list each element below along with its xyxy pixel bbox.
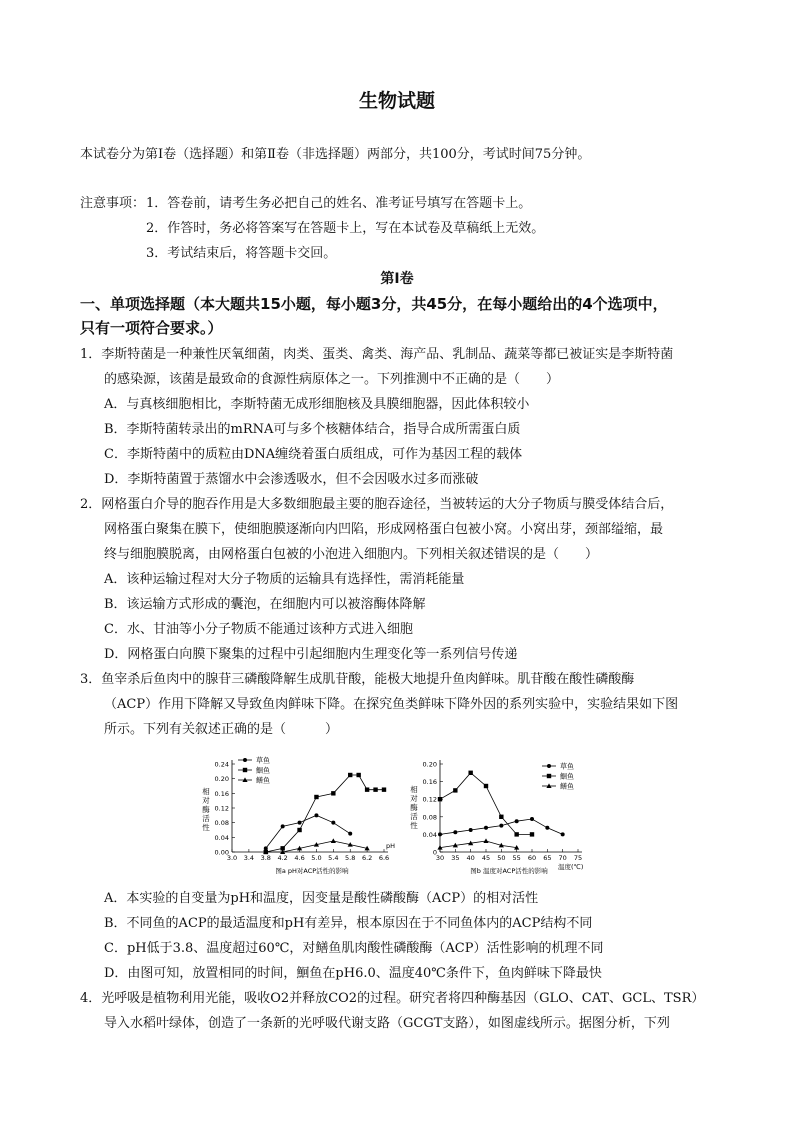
y-tick-label: 0.20 — [422, 760, 437, 769]
data-point — [382, 787, 386, 791]
x-tick-label: 40 — [466, 854, 475, 862]
x-tick-label: 55 — [512, 854, 521, 862]
legend-label: 鮰鱼 — [256, 766, 270, 775]
data-point — [499, 824, 503, 828]
y-tick-label: 0.12 — [214, 804, 229, 813]
y-tick-label: 0.08 — [214, 819, 229, 828]
data-point — [453, 830, 457, 834]
question-stem: 终与细胞膜脱离，由网格蛋白包被的小泡进入细胞内。下列相关叙述错误的是（ ） — [104, 547, 599, 562]
x-tick-label: 3.4 — [243, 854, 255, 862]
question-stem: 1．李斯特菌是一种兼性厌氧细菌，肉类、蛋类、禽类、海产品、乳制品、蔬菜等都已被证实是李斯特菌 — [80, 347, 674, 362]
option-d: D．网格蛋白向膜下聚集的过程中引起细胞内生理变化等一系列信号传递 — [104, 647, 518, 662]
x-tick-label: 65 — [543, 854, 552, 862]
legend-marker — [243, 768, 247, 772]
y-axis-label — [202, 786, 210, 832]
data-point — [514, 832, 518, 836]
option-d: D．李斯特菌置于蒸馏水中会渗透吸水，但不会因吸水过多而涨破 — [104, 472, 479, 487]
question-stem: 3．鱼宰杀后鱼肉中的腺苷三磷酸降解生成肌苷酸，能极大地提升鱼肉鲜味。肌苷酸在酸性磷酸酶 — [80, 672, 635, 687]
y-tick-label: 0.00 — [214, 848, 229, 857]
section-heading-cont: 只有一项符合要求。） — [80, 319, 223, 337]
y-tick-label: 0.24 — [214, 760, 229, 769]
x-tick-label: 30 — [435, 854, 445, 862]
chart-temp-acp — [402, 752, 602, 882]
data-point — [561, 832, 565, 836]
x-tick-label: 35 — [451, 854, 460, 862]
data-point — [297, 828, 301, 832]
section-heading: 一、单项选择题（本大题共15小题，每小题3分，共45分，在每小题给出的4个选项中， — [80, 295, 668, 313]
x-tick-label: 6.2 — [361, 854, 373, 862]
y-tick-label: 0.20 — [214, 775, 229, 784]
y-axis-label-char: 相 — [202, 787, 210, 796]
y-axis-label-char: 相 — [410, 785, 418, 794]
data-point — [298, 821, 302, 825]
notice-label: 注意事项： — [80, 196, 146, 211]
chart-caption: 图b 温度对ACP活性的影响 — [470, 867, 548, 875]
data-point — [453, 788, 457, 792]
x-tick-label: 70 — [558, 854, 567, 862]
y-tick-label: 0.12 — [422, 795, 437, 804]
notice-item: 2．作答时，务必将答案写在答题卡上，写在本试卷及草稿纸上无效。 — [146, 221, 545, 236]
legend-marker — [243, 758, 247, 762]
series-line — [266, 815, 350, 848]
option-b: B．该运输方式形成的囊泡，在细胞内可以被溶酶体降解 — [104, 597, 426, 612]
question-stem: 2．网格蛋白介导的胞吞作用是大多数细胞最主要的胞吞途径，当被转运的大分子物质与膜受体结合后， — [80, 497, 674, 512]
volume-title: 第Ⅰ卷 — [380, 271, 414, 287]
data-point — [438, 832, 442, 836]
data-point — [484, 784, 488, 788]
x-tick-label: 6.6 — [378, 854, 390, 862]
x-tick-label: 5.8 — [345, 854, 356, 862]
question-stem: 4．光呼吸是植物利用光能，吸收O2并释放CO2的过程。研究者将四种酶基因（GLO、CAT、GCL、TSR） — [80, 991, 705, 1006]
y-axis-label-char: 酶 — [410, 803, 418, 812]
legend-marker — [547, 774, 551, 778]
x-tick-label: 60 — [527, 854, 537, 862]
question-stem: 的感染源，该菌是最致命的食源性病原体之一。下列推测中不正确的是（ ） — [104, 372, 560, 387]
y-tick-label: 0.04 — [214, 833, 229, 842]
option-b: B．李斯特菌转录出的mRNA可与多个核糖体结合，指导合成所需蛋白质 — [104, 422, 521, 437]
question-stem: 导入水稻叶绿体，创造了一条新的光呼吸代谢支路（GCGT支路），如图虚线所示。据图分析，下列 — [104, 1016, 670, 1031]
y-axis-label-char: 活 — [410, 812, 418, 821]
data-point — [331, 838, 336, 843]
data-point — [468, 771, 472, 775]
x-tick-label: 50 — [497, 854, 506, 862]
series-line — [440, 841, 517, 848]
y-axis-label — [410, 784, 418, 830]
y-axis-label-char: 性 — [202, 823, 210, 832]
data-point — [499, 815, 503, 819]
y-axis-label-char: 性 — [410, 821, 418, 830]
x-axis-label: pH — [386, 842, 396, 850]
data-point — [530, 832, 534, 836]
data-point — [314, 813, 318, 817]
option-b: B．不同鱼的ACP的最适温度和pH有差异，根本原因在于不同鱼体内的ACP结构不同 — [104, 916, 593, 931]
data-point — [530, 817, 534, 821]
question-stem: 所示。下列有关叙述正确的是（ ） — [104, 722, 339, 737]
question-stem: （ACP）作用下降解又导致鱼肉鲜味下降。在探究鱼类鲜味下降外因的系列实验中，实验结果如下图 — [104, 697, 679, 712]
data-point — [348, 832, 352, 836]
legend-label: 草鱼 — [560, 762, 574, 771]
page-title: 生物试题 — [358, 90, 435, 112]
legend-marker — [547, 764, 551, 768]
chart-caption: 图a pH对ACP活性的影响 — [275, 867, 349, 875]
y-axis-label-char: 活 — [202, 814, 210, 823]
data-point — [484, 826, 488, 830]
data-point — [438, 797, 442, 801]
y-tick-label: 0.08 — [422, 813, 437, 822]
y-tick-label: 0.04 — [422, 830, 437, 839]
exam-intro: 本试卷分为第Ⅰ卷（选择题）和第Ⅱ卷（非选择题）两部分，共100分，考试时间75分钟。 — [80, 147, 591, 162]
x-axis-label: 温度(℃) — [558, 863, 584, 871]
series-line — [266, 775, 384, 852]
series-line — [440, 773, 532, 835]
notice-item: 3．考试结束后，将答题卡交回。 — [146, 246, 337, 261]
x-tick-label: 4.2 — [277, 854, 288, 862]
legend-label: 鮰鱼 — [560, 772, 574, 781]
x-tick-label: 5.0 — [311, 854, 322, 862]
legend-label: 草鱼 — [256, 756, 270, 765]
x-tick-label: 4.6 — [294, 854, 305, 862]
option-c: C．水、甘油等小分子物质不能通过该种方式进入细胞 — [104, 622, 413, 637]
x-tick-label: 75 — [573, 854, 583, 862]
data-point — [515, 819, 519, 823]
y-tick-label: 0 — [432, 848, 437, 857]
data-point — [331, 821, 335, 825]
x-tick-label: 5.4 — [328, 854, 339, 862]
data-point — [348, 773, 352, 777]
option-d: D．由图可知，放置相同的时间，鮰鱼在pH6.0、温度40℃条件下，鱼肉鲜味下降最快 — [104, 966, 602, 981]
data-point — [545, 826, 549, 830]
data-point — [331, 791, 335, 795]
y-tick-label: 0.16 — [422, 778, 437, 787]
y-axis-label-char: 对 — [410, 794, 418, 803]
data-point — [365, 787, 369, 791]
data-point — [281, 824, 285, 828]
data-point — [373, 787, 377, 791]
data-point — [356, 773, 360, 777]
x-tick-label: 3.8 — [260, 854, 271, 862]
question-stem: 网格蛋白聚集在膜下，使细胞膜逐渐向内凹陷，形成网格蛋白包被小窝。小窝出芽，颈部缢缩，最 — [104, 522, 664, 537]
notice-item: 1．答卷前，请考生务必把自己的姓名、准考证号填写在答题卡上。 — [146, 196, 532, 211]
x-tick-label: 45 — [481, 854, 491, 862]
data-point — [483, 838, 488, 843]
option-a: A．该种运输过程对大分子物质的运输具有选择性，需消耗能量 — [104, 572, 465, 587]
legend-label: 鳝鱼 — [256, 776, 270, 785]
chart-ph-acp — [198, 752, 398, 882]
option-a: A．与真核细胞相比，李斯特菌无成形细胞核及具膜细胞器，因此体积较小 — [104, 397, 530, 412]
option-a: A．本实验的自变量为pH和温度，因变量是酸性磷酸酶（ACP）的相对活性 — [104, 891, 539, 906]
x-tick-label: 3.0 — [226, 854, 238, 862]
legend-label: 鳝鱼 — [560, 782, 574, 791]
data-point — [314, 795, 318, 799]
y-tick-label: 0.16 — [214, 789, 229, 798]
option-c: C．李斯特菌中的质粒由DNA缠绕着蛋白质组成，可作为基因工程的载体 — [104, 447, 523, 462]
data-point — [469, 828, 473, 832]
option-c: C．pH低于3.8、温度超过60℃，对鳝鱼肌肉酸性磷酸酶（ACP）活性影响的机理不同 — [104, 941, 604, 956]
y-axis-label-char: 对 — [202, 796, 210, 805]
y-axis-label-char: 酶 — [202, 805, 210, 814]
